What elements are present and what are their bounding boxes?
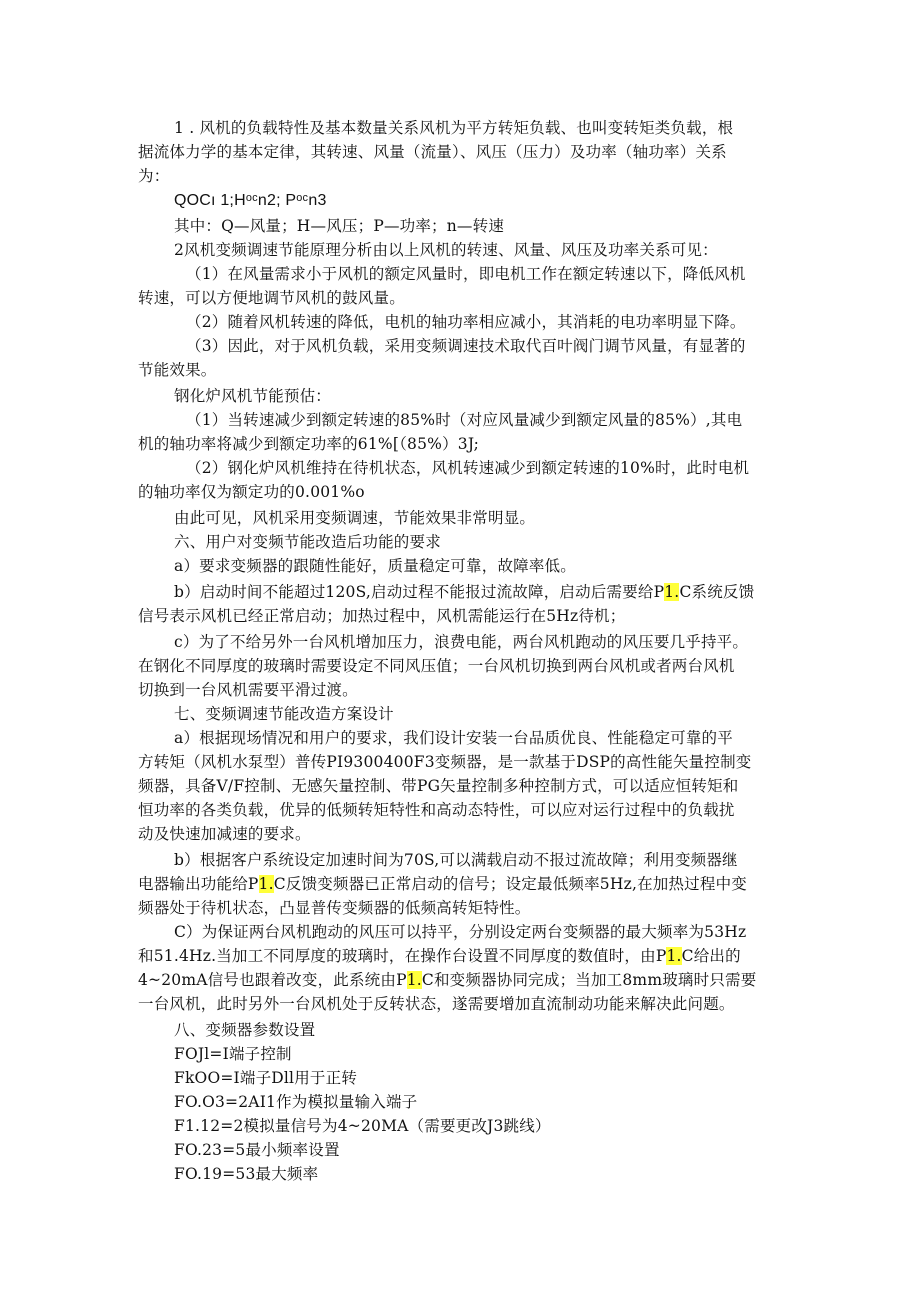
highlighted-text: 1.: [664, 583, 680, 601]
text-line: 为：: [138, 167, 170, 185]
text-line: 信号表示风机已经正常启动；加热过程中，风机需能运行在5Hz待机；: [138, 607, 626, 625]
text-line: [174, 580, 834, 604]
text-segment: 和51.4Hz.当加工不同厚度的玻璃时，在操作台设置不同厚度的数值时，由P: [138, 947, 667, 965]
highlighted-text: 1.: [666, 947, 682, 965]
text-line: （3）因此，对于风机负载，采用变频调速技术取代百叶阀门调节风量，有显著的: [186, 337, 746, 355]
highlighted-text: 1.: [406, 971, 422, 989]
text-line: a）根据现场情况和用户的要求，我们设计安装一台品质优良、性能稳定可靠的平: [174, 729, 733, 747]
text-line: [138, 968, 798, 992]
text-segment: 电器输出功能给P: [138, 875, 259, 893]
text-line: 其中：Q—风量；H—风压；P—功率；n—转速: [174, 217, 505, 235]
text-line: b）根据客户系统设定加速时间为70S,可以满载启动不报过流故障；利用变频器继: [174, 851, 738, 869]
text-line: 频器，具备V/F控制、无感矢量控制、带PG矢量控制多种控制方式，可以适应恒转矩和: [138, 777, 739, 795]
parameter-line: F1.12=2模拟量信号为4~20MA（需要更改J3跳线）: [174, 1117, 551, 1135]
text-segment: C给出的: [681, 947, 741, 965]
text-line: 的轴功率仅为额定功的0.001%o: [138, 483, 365, 501]
text-line: 机的轴功率将减少到额定功率的61%[（85%）3J;: [138, 435, 480, 453]
text-line: 频器处于待机状态，凸显普传变频器的低频高转矩特性。: [138, 899, 531, 917]
parameter-line: FO.O3=2AI1作为模拟量输入端子: [174, 1093, 418, 1111]
text-line: （2）钢化炉风机维持在待机状态，风机转速减少到额定转速的10%时，此时电机: [186, 459, 750, 477]
parameter-line: FO.23=5最小频率设置: [174, 1141, 340, 1159]
text-line: 由此可见，风机采用变频调速，节能效果非常明显。: [174, 509, 536, 527]
text-line: 方转矩（风机水泵型）普传PI9300400F3变频器，是一款基于DSP的高性能矢量控制变: [138, 753, 752, 771]
text-line: [138, 872, 798, 896]
parameter-line: FO.19=53最大频率: [174, 1165, 319, 1183]
text-line: （1）当转速减少到额定转速的85%时（对应风量减少到额定风量的85%）,其电: [186, 411, 743, 429]
formula-line: QOCı 1;Hᵒᶜn2; Pᵒᶜn3: [174, 192, 327, 209]
text-line: 一台风机，此时另外一台风机处于反转状态，遂需要增加直流制动功能来解决此问题。: [138, 995, 735, 1013]
text-segment: 4~20mA信号也跟着改变，此系统由P: [138, 971, 407, 989]
text-line: 节能效果。: [138, 361, 217, 379]
text-line: （2）随着风机转速的降低，电机的轴功率相应减小，其消耗的电功率明显下降。: [186, 313, 746, 331]
text-line: 动及快速加减速的要求。: [138, 825, 311, 843]
text-line: 据流体力学的基本定律，其转速、风量（流量）、风压（压力）及功率（轴功率）关系: [138, 143, 727, 161]
text-line: a）要求变频器的跟随性能好，质量稳定可靠，故障率低。: [174, 557, 576, 575]
text-line: 1 . 风机的负载特性及基本数量关系风机为平方转矩负载、也叫变转矩类负载，根: [174, 119, 734, 137]
text-segment: C系统反馈: [679, 583, 755, 601]
text-line: [138, 944, 798, 968]
text-line: 在钢化不同厚度的玻璃时需要设定不同风压值；一台风机切换到两台风机或者两台风机: [138, 657, 735, 675]
text-line: 转速，可以方便地调节风机的鼓风量。: [138, 289, 405, 307]
text-line: 切换到一台风机需要平滑过渡。: [138, 681, 358, 699]
highlighted-text: 1.: [258, 875, 274, 893]
text-segment: C和变频器协同完成；当加工8mm玻璃时只需要: [421, 971, 757, 989]
parameter-line: FkOO=I端子Dll用于正转: [174, 1069, 358, 1087]
parameter-line: FOJl=I端子控制: [174, 1045, 292, 1063]
text-line: 恒功率的各类负载，优异的低频转矩特性和高动态特性，可以应对运行过程中的负载扰: [138, 801, 735, 819]
text-line: c）为了不给另外一台风机增加压力，浪费电能，两台风机跑动的风压要几乎持平。: [174, 633, 749, 651]
text-line: 2风机变频调速节能原理分析由以上风机的转速、风量、风压及功率关系可见：: [174, 241, 718, 259]
text-line: （1）在风量需求小于风机的额定风量时，即电机工作在额定转速以下，降低风机: [186, 265, 746, 283]
text-line: C）为保证两台风机跑动的风压可以持平，分别设定两台变频器的最大频率为53Hz: [174, 923, 747, 941]
section-heading: 七、变频调速节能改造方案设计: [174, 705, 394, 723]
text-segment: b）启动时间不能超过120S,启动过程不能报过流故障，启动后需要给P: [174, 583, 665, 601]
text-segment: C反馈变频器已正常启动的信号；设定最低频率5Hz,在加热过程中变: [273, 875, 747, 893]
text-line: 钢化炉风机节能预估：: [174, 387, 332, 405]
section-heading: 八、变频器参数设置: [174, 1021, 316, 1039]
section-heading: 六、用户对变频节能改造后功能的要求: [174, 533, 441, 551]
